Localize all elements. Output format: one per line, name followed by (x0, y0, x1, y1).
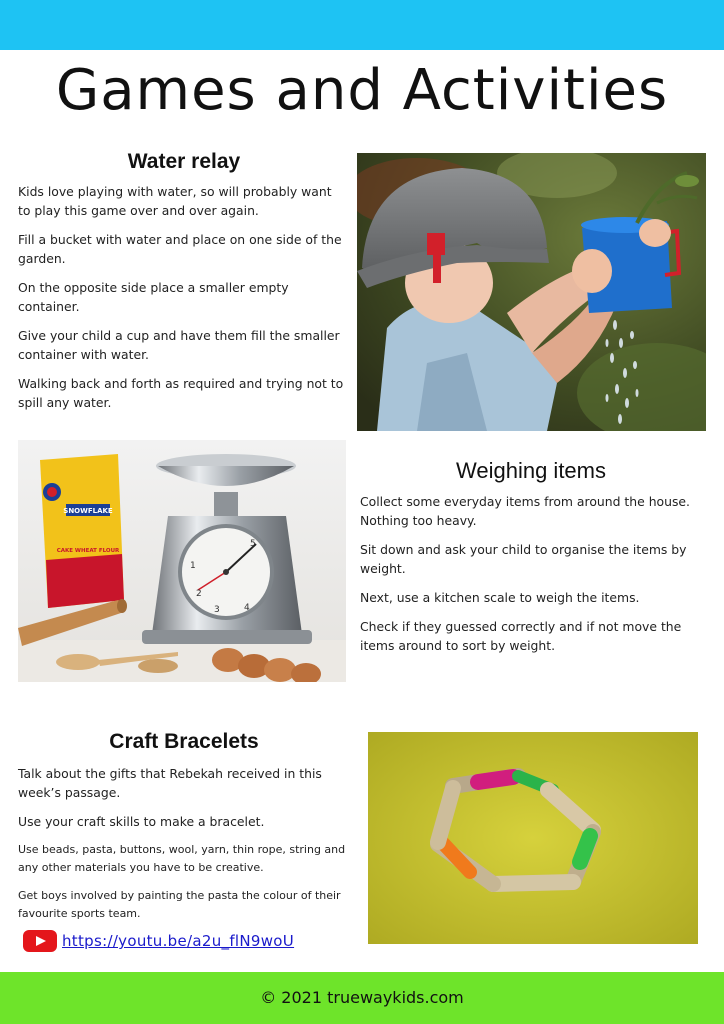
weighing-items-title: Weighing items (456, 458, 606, 483)
footer-copyright: © 2021 truewaykids.com (260, 988, 464, 1007)
weighing-paragraph: Next, use a kitchen scale to weigh the items. (360, 590, 640, 605)
bracelets-paragraph: Talk about the gifts that Rebekah received in this week’s passage. (18, 766, 322, 800)
pasta-bracelet-photo (368, 732, 698, 944)
water-relay-paragraph: Walking back and forth as required and trying not to spill any water. (18, 376, 344, 410)
water-relay-paragraph: Give your child a cup and have them fill the smaller container with water. (18, 328, 340, 362)
kitchen-scale-illustration (18, 440, 346, 682)
child-pouring-water-illustration (357, 153, 706, 431)
dial-numeral: 4 (244, 603, 250, 613)
dial-numeral: 3 (214, 605, 220, 615)
flour-product-label: CAKE WHEAT FLOUR (56, 548, 120, 554)
weighing-paragraph: Check if they guessed correctly and if not move the items around to sort by weight. (360, 619, 682, 653)
weighing-paragraph: Collect some everyday items from around the house. Nothing too heavy. (360, 494, 690, 528)
youtube-link-row[interactable] (22, 928, 294, 954)
dial-numeral: 1 (190, 561, 196, 571)
kitchen-scale-photo (18, 440, 346, 682)
water-relay-text (18, 182, 346, 422)
bracelets-paragraph: Use beads, pasta, buttons, wool, yarn, thin rope, string and any other materials you have to be creative. (18, 843, 346, 874)
weighing-paragraph: Sit down and ask your child to organise the items by weight. (360, 542, 687, 576)
youtube-link[interactable]: https://youtu.be/a2u_flN9woU (62, 932, 295, 950)
bracelets-paragraph: Use your craft skills to make a bracelet. (18, 814, 265, 829)
dial-numeral: 5 (250, 539, 256, 549)
water-relay-paragraph: Fill a bucket with water and place on one side of the garden. (18, 232, 342, 266)
page-title: Games and Activities (55, 58, 669, 123)
top-banner (0, 0, 724, 50)
water-relay-paragraph: Kids love playing with water, so will probably want to play this game over and over again. (18, 184, 332, 218)
bracelets-paragraph: Get boys involved by painting the pasta the colour of their favourite sports team. (18, 889, 341, 920)
child-pouring-water-photo (357, 153, 706, 431)
weighing-items-text (360, 492, 706, 665)
flour-brand-label: SNOWFLAKE (63, 507, 113, 515)
youtube-icon[interactable] (22, 929, 58, 953)
pasta-bracelet-illustration (368, 732, 698, 944)
dial-numeral: 2 (196, 589, 202, 599)
water-relay-paragraph: On the opposite side place a smaller empty container. (18, 280, 289, 314)
water-relay-title: Water relay (127, 150, 241, 173)
craft-bracelets-text (18, 764, 356, 933)
craft-bracelets-title: Craft Bracelets (109, 730, 259, 753)
